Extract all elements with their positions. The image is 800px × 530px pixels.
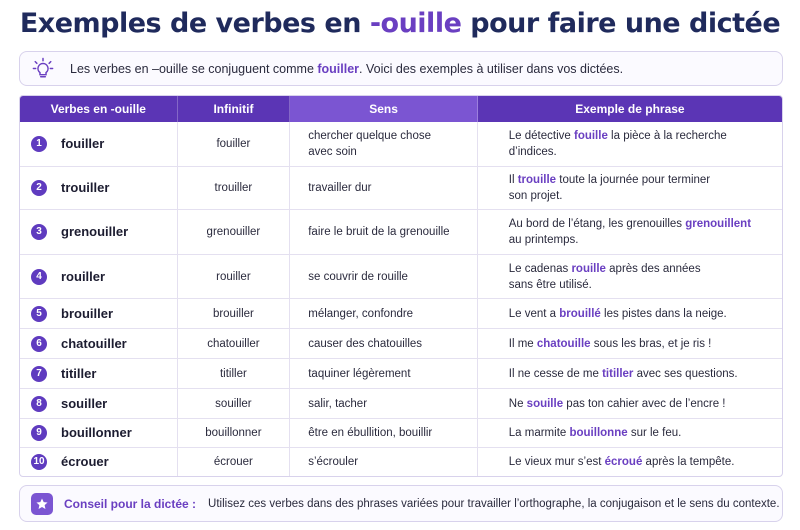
verb-name: rouiller xyxy=(61,268,106,284)
title-highlight: -ouille xyxy=(369,8,462,39)
meaning-line: chercher quelque chose xyxy=(308,130,431,142)
verb-name: bouillonner xyxy=(61,425,132,440)
example-line xyxy=(509,366,738,382)
verb-cell xyxy=(20,389,178,418)
example-verb: écroué xyxy=(604,456,643,468)
verb-cell xyxy=(20,419,178,447)
star-shape xyxy=(35,497,49,511)
meaning-line: salir, tacher xyxy=(308,397,368,410)
verb-name: brouiller xyxy=(61,305,114,321)
meaning-cell xyxy=(290,255,478,298)
table-row xyxy=(20,166,782,209)
example-text: Le vieux mur s’est xyxy=(508,456,605,468)
infinitive-cell: bouillonner xyxy=(178,419,291,447)
infinitive-cell: rouiller xyxy=(178,255,291,298)
meaning-cell xyxy=(290,448,478,476)
title-text-before: Exemples de verbes en xyxy=(19,8,370,39)
verb-name: chatouiller xyxy=(61,335,127,351)
meaning-cell xyxy=(290,210,478,254)
example-text: Il xyxy=(508,174,518,186)
meaning-line: causer des chatouilles xyxy=(308,337,423,350)
example-text: les pistes dans la neige. xyxy=(600,307,727,320)
row-number-badge: 7 xyxy=(31,366,47,382)
example-cell xyxy=(478,122,782,166)
table-row xyxy=(20,388,782,418)
verb-cell xyxy=(20,122,178,166)
row-number-badge: 8 xyxy=(31,396,47,412)
example-text: sur le feu. xyxy=(627,427,682,439)
example-verb: fouille xyxy=(573,130,608,142)
example-text: pas ton cahier avec de l’encre ! xyxy=(563,397,726,410)
tip-text: Utilisez ces verbes dans des phrases variées pour travailler l’orthographe, la conjugaison et le sens du contexte. xyxy=(208,497,780,510)
table-row xyxy=(20,209,782,254)
example-cell xyxy=(478,255,782,298)
infinitive-cell: brouiller xyxy=(178,299,291,328)
verb-cell xyxy=(20,210,178,254)
table-body xyxy=(20,122,782,476)
intro-text xyxy=(70,62,623,76)
example-line xyxy=(509,216,751,232)
intro-box xyxy=(19,51,783,86)
example-text: toute la journée pour terminer xyxy=(556,174,711,186)
example-line: sans être utilisé. xyxy=(508,278,592,291)
example-text: sous les bras, et je ris ! xyxy=(590,337,712,350)
row-number-badge: 5 xyxy=(31,306,47,322)
infinitive-cell: fouiller xyxy=(178,122,291,166)
row-number-badge: 2 xyxy=(31,180,47,196)
infinitive-cell: trouiller xyxy=(178,167,291,209)
example-text: Le vent a xyxy=(508,307,560,320)
intro-text-after: . Voici des exemples à utiliser dans vos dictées. xyxy=(359,61,624,76)
example-verb: bouillonne xyxy=(569,427,628,439)
verb-name: grenouiller xyxy=(61,224,129,239)
example-line xyxy=(509,128,727,144)
row-number-badge: 6 xyxy=(31,336,47,352)
meaning-line: s’écrouler xyxy=(308,456,359,468)
verb-cell xyxy=(20,329,178,358)
header-verbs: Verbes en -ouille xyxy=(20,96,178,122)
example-verb: rouille xyxy=(571,262,606,275)
example-verb: chatouille xyxy=(536,337,591,350)
example-cell xyxy=(478,210,782,254)
meaning-line: faire le bruit de la grenouille xyxy=(308,226,450,238)
star-icon xyxy=(31,493,53,515)
table-row xyxy=(20,254,782,298)
meaning-line: être en ébullition, bouillir xyxy=(308,427,433,439)
verb-cell xyxy=(20,359,178,388)
example-line xyxy=(509,306,727,322)
example-line xyxy=(509,396,726,412)
table-row xyxy=(20,328,782,358)
example-verb: souille xyxy=(526,397,564,410)
title-text-after: pour faire une dictée xyxy=(461,8,781,39)
example-text: Ne xyxy=(508,397,527,410)
example-verb: grenouillent xyxy=(685,218,752,230)
example-line xyxy=(509,454,735,470)
meaning-line: taquiner légèrement xyxy=(308,367,411,380)
example-cell xyxy=(478,389,782,418)
table-row xyxy=(20,418,782,447)
row-number-badge: 9 xyxy=(31,425,47,441)
table-row xyxy=(20,298,782,328)
example-verb: brouillé xyxy=(559,307,601,320)
meaning-cell xyxy=(290,122,478,166)
verb-name: titiller xyxy=(61,365,97,381)
example-line xyxy=(509,336,712,352)
intro-text-before: Les verbes en –ouille se conjuguent comme xyxy=(70,61,318,76)
example-verb: trouille xyxy=(517,174,557,186)
meaning-cell xyxy=(290,359,478,388)
meaning-line: avec soin xyxy=(308,146,357,158)
infinitive-cell: chatouiller xyxy=(178,329,291,358)
example-line xyxy=(509,172,710,188)
tip-box xyxy=(19,485,783,522)
example-cell xyxy=(478,359,782,388)
table-row xyxy=(20,447,782,476)
meaning-cell xyxy=(290,389,478,418)
row-number-badge: 3 xyxy=(31,224,47,240)
verb-name: trouiller xyxy=(61,180,110,195)
example-cell xyxy=(478,448,782,476)
row-number-badge: 10 xyxy=(31,454,47,470)
verb-name: écrouer xyxy=(61,454,109,469)
verb-cell xyxy=(20,299,178,328)
example-cell xyxy=(478,167,782,209)
example-text: avec ses questions. xyxy=(633,367,738,380)
verbs-table xyxy=(19,95,783,477)
example-text: Le détective xyxy=(508,130,574,142)
meaning-cell xyxy=(290,329,478,358)
table-row xyxy=(20,358,782,388)
header-example: Exemple de phrase xyxy=(478,96,782,122)
example-line: au printemps. xyxy=(508,234,579,246)
verb-cell xyxy=(20,167,178,209)
lightbulb-icon xyxy=(32,57,54,81)
meaning-cell xyxy=(290,167,478,209)
verb-cell xyxy=(20,255,178,298)
meaning-line: se couvrir de rouille xyxy=(308,270,408,283)
tip-label: Conseil pour la dictée : xyxy=(64,496,197,511)
example-cell xyxy=(478,329,782,358)
meaning-line: travailler dur xyxy=(308,182,372,194)
example-line xyxy=(509,261,701,277)
verb-name: souiller xyxy=(61,395,108,411)
infinitive-cell: souiller xyxy=(178,389,291,418)
header-infinitive: Infinitif xyxy=(178,96,291,122)
example-line xyxy=(509,425,682,441)
meaning-cell xyxy=(290,299,478,328)
row-number-badge: 4 xyxy=(31,269,47,285)
infinitive-cell: grenouiller xyxy=(178,210,291,254)
example-text: Il ne cesse de me xyxy=(508,367,603,380)
example-line: d’indices. xyxy=(508,146,557,158)
infinitive-cell: écrouer xyxy=(178,448,291,476)
example-text: La marmite xyxy=(508,427,570,439)
table-row xyxy=(20,122,782,166)
example-text: après des années xyxy=(605,262,701,275)
meaning-line: mélanger, confondre xyxy=(308,307,414,320)
example-cell xyxy=(478,299,782,328)
example-text: Le cadenas xyxy=(508,262,572,275)
example-line: son projet. xyxy=(508,190,563,202)
example-text: après la tempête. xyxy=(642,456,735,468)
page-title xyxy=(0,8,800,39)
table-header xyxy=(20,96,782,122)
row-number-badge: 1 xyxy=(31,136,47,152)
example-cell xyxy=(478,419,782,447)
example-text: Il me xyxy=(508,337,537,350)
example-verb: titiller xyxy=(602,367,634,380)
example-text: Au bord de l’étang, les grenouilles xyxy=(508,218,686,230)
verb-name: fouiller xyxy=(61,136,105,151)
example-text: la pièce à la recherche xyxy=(607,130,727,142)
header-meaning: Sens xyxy=(290,96,478,122)
infinitive-cell: titiller xyxy=(178,359,291,388)
intro-highlight: fouiller xyxy=(317,61,360,76)
meaning-cell xyxy=(290,419,478,447)
verb-cell xyxy=(20,448,178,476)
